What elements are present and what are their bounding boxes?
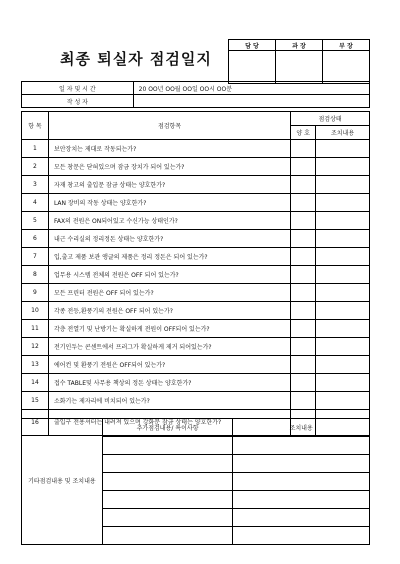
approval-header-manager: 과 장	[276, 40, 323, 51]
notes-action-cell[interactable]	[233, 437, 370, 455]
notes-action-cell[interactable]	[233, 527, 370, 545]
col-header-ok: 양 호	[291, 126, 316, 140]
action-cell[interactable]	[316, 302, 370, 320]
ok-cell[interactable]	[291, 320, 316, 338]
item-text: 업무용 시스템 전체의 전원은 OFF 되어 있는가?	[48, 266, 290, 284]
notes-action-cell[interactable]	[233, 473, 370, 491]
action-cell[interactable]	[316, 158, 370, 176]
action-cell[interactable]	[316, 284, 370, 302]
item-no: 5	[22, 212, 49, 230]
item-text: 자재 창고의 출입문 잠금 상태는 양호한가?	[48, 176, 290, 194]
action-cell[interactable]	[316, 356, 370, 374]
item-no: 7	[22, 248, 49, 266]
item-no: 9	[22, 284, 49, 302]
item-text: 접수 TABLE및 사무용 책상의 정돈 상태는 양호한가?	[48, 374, 290, 392]
approval-box	[228, 39, 370, 84]
item-no: 8	[22, 266, 49, 284]
page-title: 최종 퇴실자 점검일지	[60, 50, 212, 68]
notes-action-cell[interactable]	[233, 491, 370, 509]
action-cell[interactable]	[316, 140, 370, 158]
item-text: 출입구 전용셔터는 내려져 있으며 강화문 잠금 상태는 양호한가?	[48, 410, 290, 436]
notes-cell[interactable]	[102, 509, 233, 527]
action-cell[interactable]	[316, 212, 370, 230]
ok-cell[interactable]	[291, 140, 316, 158]
item-no: 16	[22, 410, 49, 436]
action-cell[interactable]	[316, 248, 370, 266]
item-text: 전기인두는 콘센트에서 프러그가 확실하게 제거 되어있는가?	[48, 338, 290, 356]
col-header-item: 점검항목	[48, 112, 290, 140]
col-header-notes-action: 조치내용	[233, 419, 370, 437]
item-no: 3	[22, 176, 49, 194]
action-cell[interactable]	[316, 266, 370, 284]
ok-cell[interactable]	[291, 158, 316, 176]
notes-table	[21, 418, 370, 545]
ok-cell[interactable]	[291, 338, 316, 356]
datetime-value[interactable]: 20 OO년 OO월 OO일 OO시 OO분	[133, 82, 369, 95]
ok-cell[interactable]	[291, 356, 316, 374]
ok-cell[interactable]	[291, 284, 316, 302]
author-label: 작 성 자	[22, 95, 134, 108]
item-text: LAN 장비의 작동 상태는 양호한가?	[48, 194, 290, 212]
item-no: 13	[22, 356, 49, 374]
approval-header-director: 부 장	[323, 40, 370, 51]
action-cell[interactable]	[316, 374, 370, 392]
notes-cell[interactable]	[102, 473, 233, 491]
ok-cell[interactable]	[291, 248, 316, 266]
meta-table	[21, 81, 370, 108]
ok-cell[interactable]	[291, 374, 316, 392]
signature-cell-manager[interactable]	[276, 51, 323, 84]
action-cell[interactable]	[316, 194, 370, 212]
item-no: 12	[22, 338, 49, 356]
col-header-status: 점검상태	[291, 112, 370, 126]
item-text: FAX의 전원은 ON되어있고 수신가능 상태인가?	[48, 212, 290, 230]
col-header-no: 항 목	[22, 112, 49, 140]
item-no: 6	[22, 230, 49, 248]
item-no: 2	[22, 158, 49, 176]
signature-cell-staff[interactable]	[229, 51, 276, 84]
item-no: 4	[22, 194, 49, 212]
action-cell[interactable]	[316, 176, 370, 194]
datetime-label: 일 자 및 시 간	[22, 82, 134, 95]
action-cell[interactable]	[316, 338, 370, 356]
action-cell[interactable]	[316, 320, 370, 338]
notes-cell[interactable]	[102, 527, 233, 545]
item-text: 각종 전등,환풍기의 전원은 OFF 되어 있는가?	[48, 302, 290, 320]
signature-cell-director[interactable]	[323, 51, 370, 84]
ok-cell[interactable]	[291, 266, 316, 284]
ok-cell[interactable]	[291, 212, 316, 230]
ok-cell[interactable]	[291, 176, 316, 194]
notes-cell[interactable]	[102, 455, 233, 473]
item-text: 보안장치는 제대로 작동되는가?	[48, 140, 290, 158]
notes-action-cell[interactable]	[233, 509, 370, 527]
author-value[interactable]	[133, 95, 369, 108]
ok-cell[interactable]	[291, 230, 316, 248]
ok-cell[interactable]	[291, 302, 316, 320]
col-header-action: 조치내용	[316, 126, 370, 140]
ok-cell[interactable]	[291, 194, 316, 212]
approval-header-staff: 담 당	[229, 40, 276, 51]
col-header-notes: 추가점검내용/ 특이사항	[102, 419, 233, 437]
item-text: 각층 전열기 및 난방기는 확실하게 전원이 OFF되어 있는가?	[48, 320, 290, 338]
notes-cell[interactable]	[102, 491, 233, 509]
item-text: 에어컨 및 환풍기 전원은 OFF되어 있는가?	[48, 356, 290, 374]
notes-action-cell[interactable]	[233, 455, 370, 473]
ok-cell[interactable]	[291, 392, 316, 410]
item-no: 11	[22, 320, 49, 338]
item-text: 내근 수리실의 정리정돈 상태는 양호한가?	[48, 230, 290, 248]
item-text: 모든 창문은 닫혀있으며 잠금 장치가 되어 있는가?	[48, 158, 290, 176]
item-text: 모든 프린터 전원은 OFF 되어 있는가?	[48, 284, 290, 302]
checklist-table	[21, 111, 370, 436]
action-cell[interactable]	[316, 392, 370, 410]
item-no: 10	[22, 302, 49, 320]
item-text: 소화기는 제자리에 비치되어 있는가?	[48, 392, 290, 410]
notes-row-label: 기타점검내용 및 조치내용	[22, 419, 103, 545]
item-no: 15	[22, 392, 49, 410]
notes-cell[interactable]	[102, 437, 233, 455]
item-text: 입,출고 제품 보관 앵글의 제품은 정리 정돈은 되어 있는가?	[48, 248, 290, 266]
item-no: 14	[22, 374, 49, 392]
action-cell[interactable]	[316, 230, 370, 248]
item-no: 1	[22, 140, 49, 158]
